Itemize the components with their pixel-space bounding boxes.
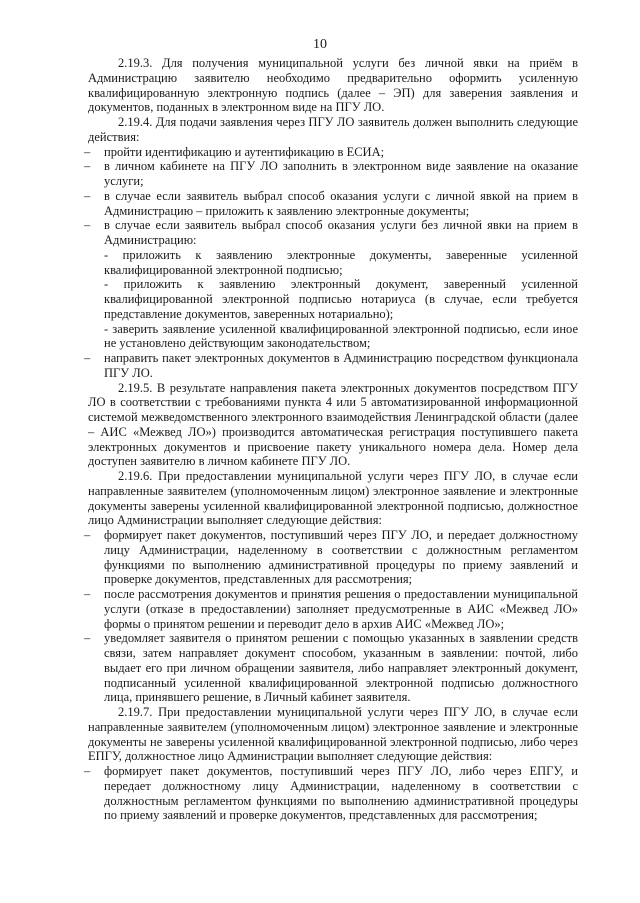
sub-list-item: - приложить к заявлению электронный документ, заверенный усиленной квалифицированной электронной подписью нотариуса (в случае, если требуется представление документов, заверенных нотариально); [104, 277, 578, 321]
list-item: – в случае если заявитель выбрал способ оказания услуги без личной явки на прием в Администрацию: [88, 218, 578, 248]
list-item: – формирует пакет документов, поступивший через ПГУ ЛО, и передает должностному лицу Администрации, наделенному в соответствии с должностным регламентом функциями по выполнению административной процедуры по приему заявлений и проверке документов, представленных для рассмотрения; [88, 528, 578, 587]
list-item: – направить пакет электронных документов в Администрацию посредством функционала ПГУ ЛО. [88, 351, 578, 381]
list-item: – в случае если заявитель выбрал способ оказания услуги с личной явкой на прием в Администрацию – приложить к заявлению электронные документы; [88, 189, 578, 219]
paragraph-2-19-3: 2.19.3. Для получения муниципальной услуги без личной явки на приём в Администрацию заявителю необходимо предварительно оформить усиленную квалифицированную электронную подпись (далее – ЭП) для заверения заявления и документов, поданных в электронном виде на ПГУ ЛО. [88, 56, 578, 115]
paragraph-2-19-6: 2.19.6. При предоставлении муниципальной услуги через ПГУ ЛО, в случае если направленные заявителем (уполномоченным лицом) электронное заявление и электронные документы заверены усиленной квалифицированной электронной подписью, должностное лицо Администрации выполняет следующие действия: [88, 469, 578, 528]
page-number: 10 [313, 37, 327, 52]
sub-list-item: - приложить к заявлению электронные документы, заверенные усиленной квалифицированной электронной подписью; [104, 247, 578, 277]
paragraph-2-19-5: 2.19.5. В результате направления пакета электронных документов посредством ПГУ ЛО в соответствии с требованиями пункта 4 или 5 автоматизированной информационной системой межведомственного электронного взаимодействия Ленинградской области (далее – АИС «Межвед ЛО») производится автоматическая регистрация поступившего пакета электронных документов и присвоение пакету уникального номера дела. Номер дела доступен заявителю в личном кабинете ПГУ ЛО. [88, 380, 578, 469]
list-item: – пройти идентификацию и аутентификацию в ЕСИА; [88, 145, 578, 160]
paragraph-2-19-4: 2.19.4. Для подачи заявления через ПГУ ЛО заявитель должен выполнить следующие действия: [88, 115, 578, 144]
paragraph-2-19-7: 2.19.7. При предоставлении муниципальной услуги через ПГУ ЛО, в случае если направленные заявителем (уполномоченным лицом) электронное заявление и электронные документы не заверены усиленной квалифицированной электронной подписью, либо через ЕПГУ, должностное лицо Администрации выполняет следующие действия: [88, 705, 578, 764]
list-item: – после рассмотрения документов и принятия решения о предоставлении муниципальной услуги (отказе в предоставлении) заполняет предусмотренные в АИС «Межвед ЛО» формы о принятом решении и переводит дело в архив АИС «Межвед ЛО»; [88, 587, 578, 631]
list-item: – в личном кабинете на ПГУ ЛО заполнить в электронном виде заявление на оказание услуги; [88, 159, 578, 189]
list-item: – уведомляет заявителя о принятом решении с помощью указанных в заявлении средств связи, затем направляет документ способом, указанным в заявлении: почтой, либо выдает его при личном обращении заявителя, либо направляет электронный документ, подписанный усиленной квалифицированной электронной подписью должностного лица, принявшего решение, в Личный кабинет заявителя. [88, 631, 578, 705]
document-body [88, 56, 578, 823]
sub-list-item: - заверить заявление усиленной квалифицированной электронной подписью, если иное не установлено действующим законодательством; [104, 321, 578, 351]
list-item: – формирует пакет документов, поступивший через ПГУ ЛО, либо через ЕПГУ, и передает должностному лицу Администрации, наделенному в соответствии с должностным регламентом функциями по выполнению административной процедуры по приему заявлений и проверке документов, представленных для рассмотрения; [88, 764, 578, 823]
